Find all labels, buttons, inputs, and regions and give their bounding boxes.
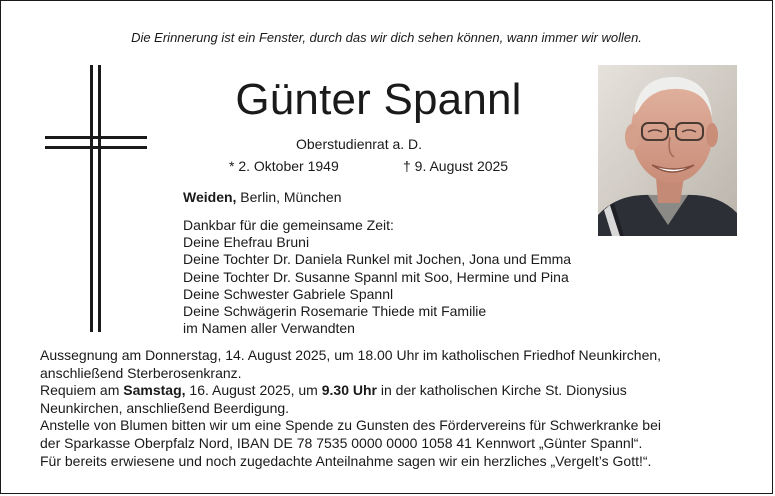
- service-notes: [40, 347, 661, 470]
- mourner-line: Deine Schwägerin Rosemarie Thiede mit Familie: [183, 303, 487, 320]
- death-date: † 9. August 2025: [403, 158, 509, 174]
- note-line: Requiem am Samstag, 16. August 2025, um 9.30 Uhr in der katholischen Kirche St. Dionysius: [40, 382, 627, 399]
- note-line: Für bereits erwiesene und noch zugedachte Anteilnahme sagen wir ein herzliches „Vergelt’s Gott!“.: [40, 452, 652, 469]
- portrait-photo: [598, 65, 737, 236]
- place-others: Berlin, München: [236, 189, 342, 205]
- note-line: Neunkirchen, anschließend Beerdigung.: [40, 399, 290, 416]
- mourner-line: Deine Schwester Gabriele Spannl: [183, 285, 394, 302]
- place-primary: Weiden,: [183, 189, 237, 205]
- mourner-line: Deine Tochter Dr. Susanne Spannl mit Soo, Hermine und Pina: [183, 268, 569, 285]
- mourner-line: Deine Ehefrau Bruni: [183, 234, 310, 251]
- motto-quote: Die Erinnerung ist ein Fenster, durch das wir dich sehen können, wann immer wir wollen.: [131, 30, 642, 45]
- note-line: Anstelle von Blumen bitten wir um eine Spende zu Gunsten des Fördervereins für Schwerkranke bei: [40, 417, 661, 434]
- mourner-line: Deine Tochter Dr. Daniela Runkel mit Jochen, Jona und Emma: [183, 251, 572, 268]
- birth-date: * 2. Oktober 1949: [229, 158, 339, 174]
- deceased-name: Günter Spannl: [235, 75, 522, 124]
- note-line: Aussegnung am Donnerstag, 14. August 2025, um 18.00 Uhr im katholischen Friedhof Neunkirchen,: [40, 347, 662, 363]
- places-line: [183, 189, 341, 205]
- note-line: der Sparkasse Oberpfalz Nord, IBAN DE 78 7535 0000 0000 1058 41 Kennwort „Günter Spannl“.: [40, 434, 643, 451]
- mourner-line: im Namen aller Verwandten: [183, 320, 355, 337]
- note-line: anschließend Sterberosenkranz.: [40, 364, 242, 381]
- deceased-title: Oberstudienrat a. D.: [296, 136, 423, 152]
- mourner-line: Dankbar für die gemeinsame Zeit:: [183, 217, 394, 233]
- mourners-list: [183, 217, 571, 337]
